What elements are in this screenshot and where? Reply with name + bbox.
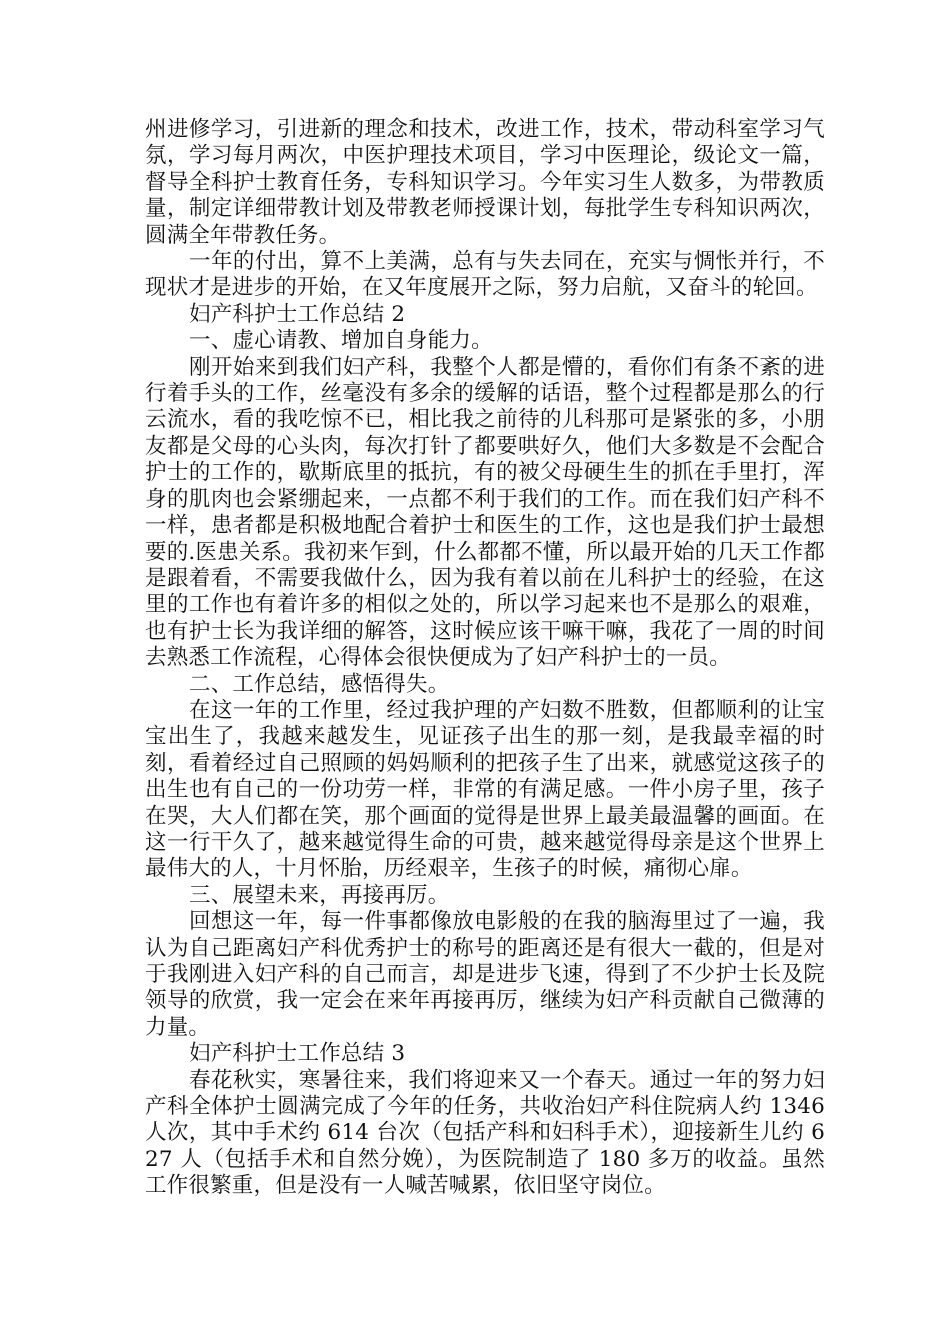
paragraph-year-of-work: 在这一年的工作里，经过我护理的产妇数不胜数，但都顺利的让宝宝出生了，我越来越发生，见证孩子出生的那一刻，是我最幸福的时刻，看着经过自己照顾的妈妈顺利的把孩子生了出来，就感觉这孩子的出生也有自己的一份功劳一样，非常的有满足感。一件小房子里，孩子在哭，大人们都在笑，那个画面的觉得是世界上最美最温馨的画面。在这一行干久了，越来越觉得生命的可贵，越来越觉得母亲是这个世界上最伟大的人，十月怀胎，历经艰辛，生孩子的时候，痛彻心扉。 [145,697,825,882]
section-title-summary-3: 妇产科护士工作总结 3 [189,1041,406,1067]
section-title-summary-2: 妇产科护士工作总结 2 [189,301,406,327]
paragraph-year-reflection: 一年的付出，算不上美满，总有与失去同在，充实与惆怅并行，不现状才是进步的开始，在又年度展开之际，努力启航，又奋斗的轮回。 [145,249,825,301]
paragraph-first-arrival: 刚开始来到我们妇产科，我整个人都是懵的，看你们有条不紊的进行着手头的工作，丝毫没有多余的缓解的话语，整个过程都是那么的行云流水，看的我吃惊不已，相比我之前待的儿科那可是紧张的多，小朋友都是父母的心头肉，每次打针了都要哄好久，他们大多数是不会配合护士的工作的，歇斯底里的抵抗，有的被父母硬生生的抓在手里打，浑身的肌肉也会紧绷起来，一点都不利于我们的工作。而在我们妇产科不一样，患者都是积极地配合着护士和医生的工作，这也是我们护士最想要的.医患关系。我初来乍到，什么都都不懂，所以最开始的几天工作都是跟着看，不需要我做什么，因为我有着以前在儿科护士的经验，在这里的工作也有着许多的相似之处的，所以学习起来也不是那么的艰难，也有护士长为我详细的解答，这时候应该干嘛干嘛，我花了一周的时间去熟悉工作流程，心得体会很快便成为了妇产科护士的一员。 [145,354,825,671]
paragraph-annual-results: 春花秋实，寒暑往来，我们将迎来又一个春天。通过一年的努力妇产科全体护士圆满完成了今年的任务，共收治妇产科住院病人约 1346 人次，其中手术约 614 台次（包括产科和妇科手术），迎接新生儿约 627 人（包括手术和自然分娩），为医院制造了 180 多万的收益。虽然工作很繁重，但是没有一人喊苦喊累，依旧坚守岗位。 [145,1067,825,1199]
heading-learn-humbly: 一、虚心请教、增加自身能力。 [189,328,493,354]
paragraph-continued-training: 州进修学习，引进新的理念和技术，改进工作，技术，带动科室学习气氛，学习每月两次，中医护理技术项目，学习中医理论，级论文一篇，督导全科护士教育任务，专科知识学习。今年实习生人数多，为带教质量，制定详细带教计划及带教老师授课计划，每批学生专科知识两次，圆满全年带教任务。 [145,117,825,248]
paragraph-looking-back: 回想这一年，每一件事都像放电影般的在我的脑海里过了一遍，我认为自己距离妇产科优秀护士的称号的距离还是有很大一截的，但是对于我刚进入妇产科的自己而言，却是进步飞速，得到了不少护士长及院领导的欣赏，我一定会在来年再接再厉，继续为妇产科贡献自己微薄的力量。 [145,909,825,1040]
document-body [145,117,825,1200]
heading-looking-ahead: 三、展望未来，再接再厉。 [189,882,450,908]
heading-work-summary: 二、工作总结，感悟得失。 [189,671,450,697]
